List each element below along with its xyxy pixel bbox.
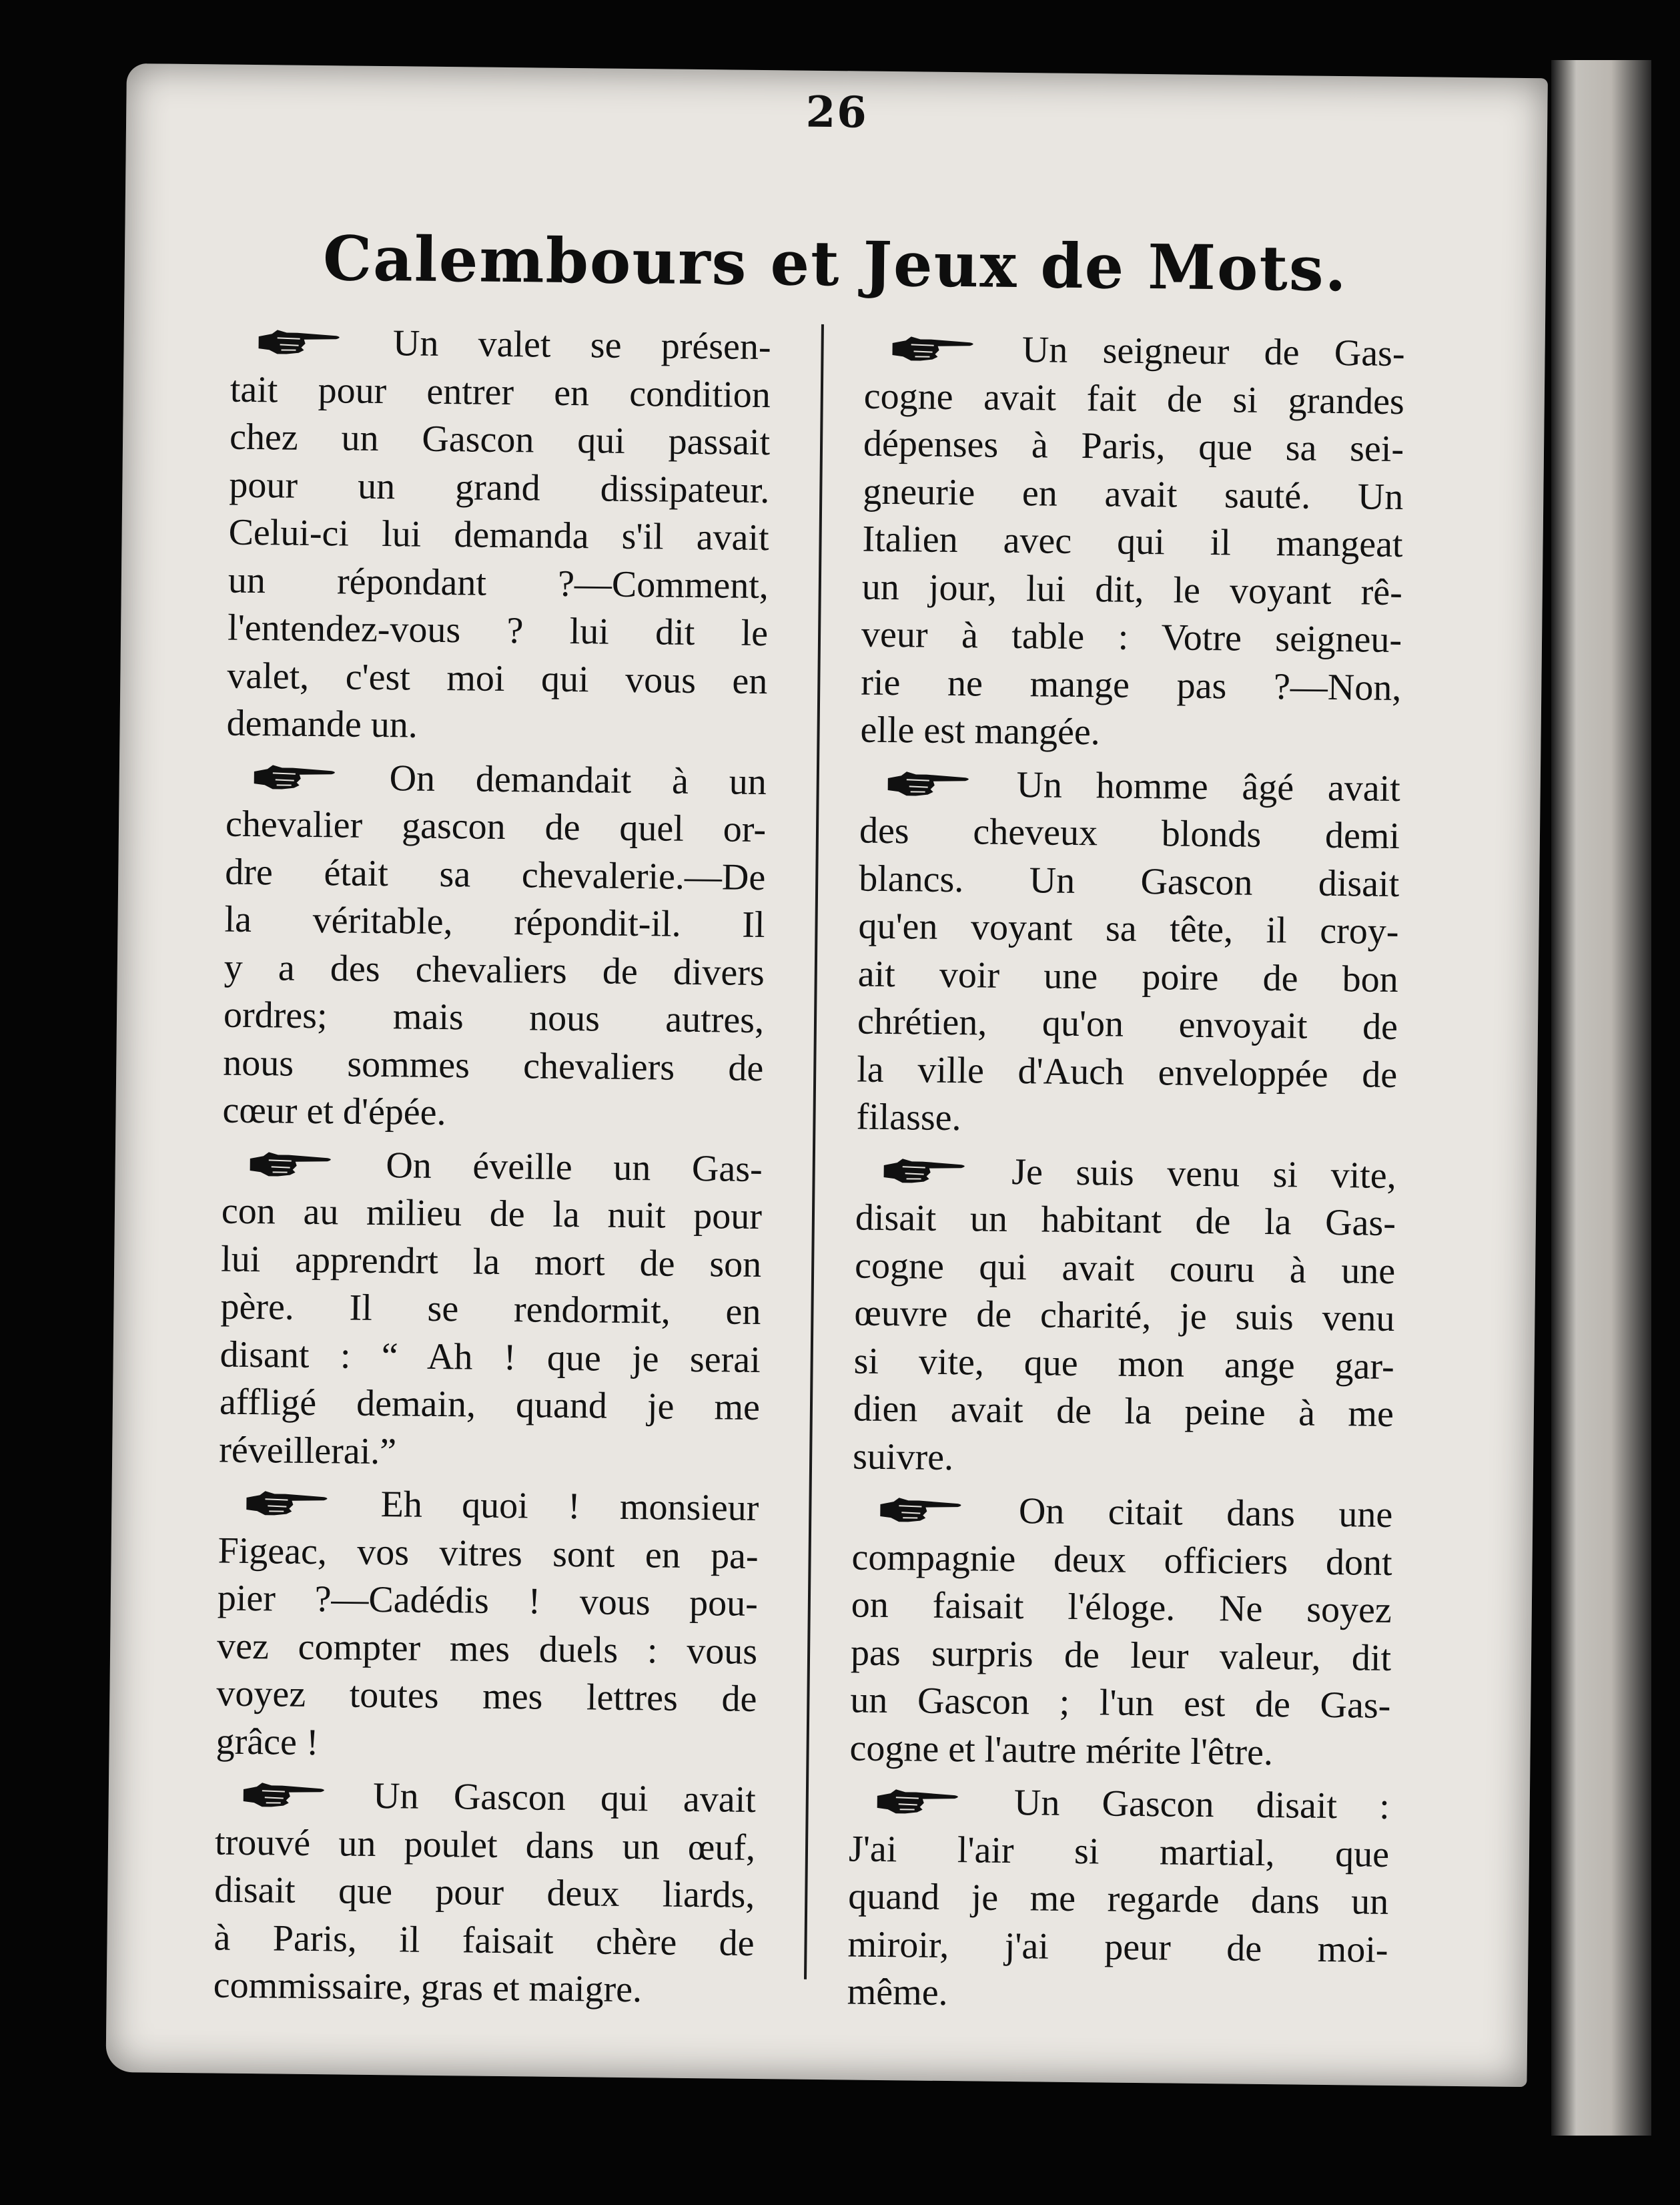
line-text: dre était sa chevalerie.—De bbox=[225, 851, 766, 898]
text-line bbox=[861, 659, 1402, 712]
text-line bbox=[226, 753, 767, 806]
text-line bbox=[853, 1433, 1394, 1486]
text-line bbox=[228, 509, 769, 563]
anecdote-paragraph bbox=[853, 1147, 1396, 1486]
text-line bbox=[848, 1873, 1389, 1926]
text-line bbox=[849, 1825, 1390, 1879]
line-text: commissaire, gras et maigre. bbox=[213, 1964, 643, 2011]
line-text: pour un grand dissipateur. bbox=[229, 464, 770, 511]
text-line bbox=[224, 896, 765, 950]
line-text: l'entendez-vous ? lui dit le bbox=[227, 607, 769, 655]
text-line bbox=[230, 414, 771, 467]
line-text: Celui-ci lui demanda s'il avait bbox=[228, 511, 769, 559]
text-line bbox=[227, 652, 768, 705]
line-text: la véritable, répondit-il. Il bbox=[224, 898, 765, 946]
text-line bbox=[220, 1283, 761, 1337]
line-text: cogne et l'autre mérite l'être. bbox=[849, 1726, 1274, 1773]
line-text: elle est mangée. bbox=[860, 709, 1101, 753]
text-line bbox=[857, 950, 1398, 1004]
text-line bbox=[218, 1527, 759, 1580]
text-line bbox=[228, 605, 769, 658]
text-line bbox=[861, 563, 1402, 617]
text-line bbox=[213, 1962, 754, 2015]
line-text: Figeac, vos vitres sont en pa- bbox=[218, 1530, 759, 1577]
pointing-hand-icon bbox=[879, 1489, 965, 1519]
line-text: cogne qui avait couru à une bbox=[854, 1245, 1396, 1292]
text-line bbox=[230, 318, 771, 372]
line-text: même. bbox=[847, 1971, 948, 2014]
text-line bbox=[215, 1819, 756, 1872]
text-line bbox=[855, 1195, 1396, 1248]
line-text: filasse. bbox=[856, 1096, 961, 1139]
text-line bbox=[847, 1921, 1388, 1974]
line-text: nous sommes chevaliers de bbox=[223, 1042, 764, 1089]
text-line bbox=[858, 903, 1399, 956]
text-line bbox=[851, 1581, 1392, 1634]
text-line bbox=[860, 707, 1401, 760]
line-text: grâce ! bbox=[216, 1720, 319, 1763]
text-line bbox=[223, 1039, 764, 1092]
line-text: si vite, que mon ange gar- bbox=[853, 1340, 1394, 1387]
text-line bbox=[851, 1534, 1392, 1587]
text-line bbox=[852, 1486, 1393, 1540]
pointing-hand-icon bbox=[883, 1149, 969, 1179]
text-line bbox=[228, 557, 769, 610]
book-page bbox=[105, 63, 1547, 2087]
text-line bbox=[225, 848, 766, 902]
line-text: rie ne mange pas ?—Non, bbox=[861, 661, 1402, 709]
text-line bbox=[853, 1385, 1394, 1439]
text-line bbox=[222, 1188, 763, 1241]
text-line bbox=[218, 1480, 759, 1533]
line-text: Un seigneur de Gas- bbox=[1021, 329, 1405, 375]
line-text: Un Gascon qui avait bbox=[372, 1775, 757, 1821]
pointing-hand-icon bbox=[887, 762, 973, 792]
anecdote-paragraph bbox=[219, 1140, 763, 1480]
text-line bbox=[220, 1331, 761, 1384]
anecdote-paragraph bbox=[226, 318, 771, 753]
line-text: la ville d'Auch enveloppée de bbox=[856, 1048, 1398, 1096]
line-text: œuvre de charité, je suis venu bbox=[854, 1292, 1395, 1340]
pointing-hand-icon bbox=[245, 1482, 332, 1512]
page-title: Calembours et Jeux de Mots. bbox=[322, 222, 1348, 306]
left-column bbox=[213, 318, 771, 2021]
text-line bbox=[850, 1676, 1391, 1730]
line-text: lui apprendrt la mort de son bbox=[220, 1238, 762, 1285]
column-divider bbox=[804, 324, 824, 1979]
line-text: J'ai l'air si martial, que bbox=[848, 1827, 1390, 1875]
text-line bbox=[229, 461, 770, 515]
anecdote-paragraph bbox=[213, 1771, 756, 2015]
text-line bbox=[214, 1914, 755, 1967]
text-line bbox=[222, 1087, 763, 1141]
line-text: vez compter mes duels : vous bbox=[216, 1625, 758, 1672]
text-line bbox=[856, 1094, 1397, 1147]
text-line bbox=[862, 516, 1403, 569]
text-line bbox=[230, 366, 771, 419]
line-text: On demandait à un bbox=[389, 757, 767, 803]
adjacent-page-edge bbox=[1551, 60, 1651, 2136]
pointing-hand-icon bbox=[249, 1143, 336, 1173]
line-text: disait un habitant de la Gas- bbox=[855, 1197, 1396, 1245]
page-number: 26 bbox=[805, 87, 869, 138]
line-text: voyez toutes mes lettres de bbox=[216, 1672, 757, 1720]
line-text: à Paris, il faisait chère de bbox=[214, 1917, 755, 1964]
anecdote-paragraph bbox=[849, 1486, 1392, 1778]
line-text: Italien avec qui il mangeat bbox=[862, 518, 1403, 566]
line-text: chevalier gascon de quel or- bbox=[225, 803, 767, 851]
text-line bbox=[219, 1426, 760, 1480]
line-text: veur à table : Votre seigneu- bbox=[861, 613, 1402, 661]
text-line bbox=[218, 1575, 759, 1628]
text-line bbox=[222, 1140, 763, 1193]
line-text: cogne avait fait de si grandes bbox=[863, 375, 1405, 422]
line-text: ait voir une poire de bon bbox=[857, 953, 1399, 1000]
text-line bbox=[221, 1235, 762, 1289]
line-text: on faisait l'éloge. Ne soyez bbox=[851, 1584, 1392, 1631]
text-line bbox=[854, 1290, 1395, 1343]
line-text: blancs. Un Gascon disait bbox=[858, 858, 1400, 905]
text-line bbox=[224, 944, 765, 997]
line-text: quand je me regarde dans un bbox=[847, 1875, 1389, 1923]
right-column bbox=[847, 325, 1405, 2027]
text-line bbox=[864, 325, 1405, 378]
text-line bbox=[855, 1147, 1396, 1200]
line-text: valet, c'est moi qui vous en bbox=[227, 655, 768, 702]
line-text: disait que pour deux liards, bbox=[214, 1869, 755, 1917]
text-line bbox=[214, 1867, 755, 1920]
line-text: On citait dans une bbox=[1018, 1490, 1393, 1536]
line-text: cœur et d'épée. bbox=[222, 1089, 446, 1134]
line-text: un jour, lui dit, le voyant rê- bbox=[861, 566, 1403, 613]
anecdote-paragraph bbox=[222, 753, 767, 1140]
line-text: con au milieu de la nuit pour bbox=[221, 1190, 763, 1238]
text-line bbox=[863, 372, 1404, 426]
line-text: père. Il se rendormit, en bbox=[220, 1285, 761, 1333]
text-line bbox=[847, 1968, 1388, 2021]
line-text: un Gascon ; l'un est de Gas- bbox=[850, 1679, 1391, 1726]
pointing-hand-icon bbox=[242, 1774, 329, 1804]
text-line bbox=[857, 1046, 1398, 1099]
line-text: trouvé un poulet dans un œuf, bbox=[214, 1821, 756, 1869]
anecdote-paragraph bbox=[216, 1480, 759, 1771]
line-text: des cheveux blonds demi bbox=[859, 810, 1400, 858]
line-text: qu'en voyant sa tête, il croy- bbox=[858, 905, 1399, 953]
line-text: un répondant ?—Comment, bbox=[228, 559, 769, 607]
text-line bbox=[863, 468, 1404, 521]
text-line bbox=[849, 1724, 1390, 1778]
line-text: dépenses à Paris, que sa sei- bbox=[863, 422, 1404, 470]
text-line bbox=[226, 801, 767, 854]
text-line bbox=[851, 1629, 1392, 1682]
pointing-hand-icon bbox=[253, 756, 340, 786]
line-text: réveillerai.” bbox=[218, 1429, 397, 1472]
text-line bbox=[216, 1718, 757, 1771]
line-text: compagnie deux officiers dont bbox=[851, 1536, 1392, 1584]
text-line bbox=[224, 992, 765, 1045]
pointing-hand-icon bbox=[258, 321, 344, 351]
line-text: gneurie en avait sauté. Un bbox=[863, 470, 1404, 518]
anecdote-paragraph bbox=[847, 1777, 1390, 2021]
line-text: tait pour entrer en condition bbox=[230, 368, 771, 416]
line-text: chez un Gascon qui passait bbox=[229, 416, 771, 464]
anecdote-paragraph bbox=[860, 325, 1405, 760]
line-text: y a des chevaliers de divers bbox=[224, 946, 765, 994]
text-line bbox=[215, 1771, 756, 1825]
text-line bbox=[220, 1379, 761, 1432]
text-line bbox=[853, 1337, 1394, 1391]
anecdote-paragraph bbox=[856, 759, 1400, 1147]
line-text: Un valet se présen- bbox=[392, 322, 771, 368]
line-text: pier ?—Cadédis ! vous pou- bbox=[217, 1577, 759, 1625]
line-text: miroir, j'ai peur de moi- bbox=[847, 1923, 1388, 1971]
text-line bbox=[849, 1777, 1390, 1831]
line-text: demande un. bbox=[226, 702, 418, 746]
text-line bbox=[861, 611, 1402, 665]
line-text: chrétien, qu'on envoyait de bbox=[857, 1000, 1398, 1048]
line-text: Je suis venu si vite, bbox=[1011, 1151, 1396, 1197]
text-line bbox=[857, 998, 1398, 1052]
line-text: disant : “ Ah ! que je serai bbox=[220, 1333, 761, 1381]
text-line bbox=[863, 420, 1404, 474]
line-text: pas surpris de leur valeur, dit bbox=[850, 1631, 1392, 1679]
text-line bbox=[855, 1242, 1396, 1295]
line-text: Un Gascon disait : bbox=[1013, 1782, 1390, 1827]
text-line bbox=[217, 1622, 758, 1676]
text-line bbox=[859, 808, 1400, 861]
line-text: ordres; mais nous autres, bbox=[223, 994, 765, 1042]
text-line bbox=[859, 855, 1400, 908]
text-line bbox=[859, 759, 1400, 813]
text-line bbox=[226, 700, 767, 753]
pointing-hand-icon bbox=[876, 1781, 963, 1811]
text-line bbox=[216, 1670, 757, 1724]
line-text: Un homme âgé avait bbox=[1016, 763, 1401, 810]
pointing-hand-icon bbox=[891, 328, 977, 358]
line-text: suivre. bbox=[852, 1436, 954, 1478]
line-text: Eh quoi ! monsieur bbox=[380, 1484, 759, 1530]
line-text: On éveille un Gas- bbox=[386, 1144, 763, 1190]
line-text: affligé demain, quand je me bbox=[219, 1381, 761, 1429]
line-text: dien avait de la peine à me bbox=[853, 1387, 1394, 1435]
